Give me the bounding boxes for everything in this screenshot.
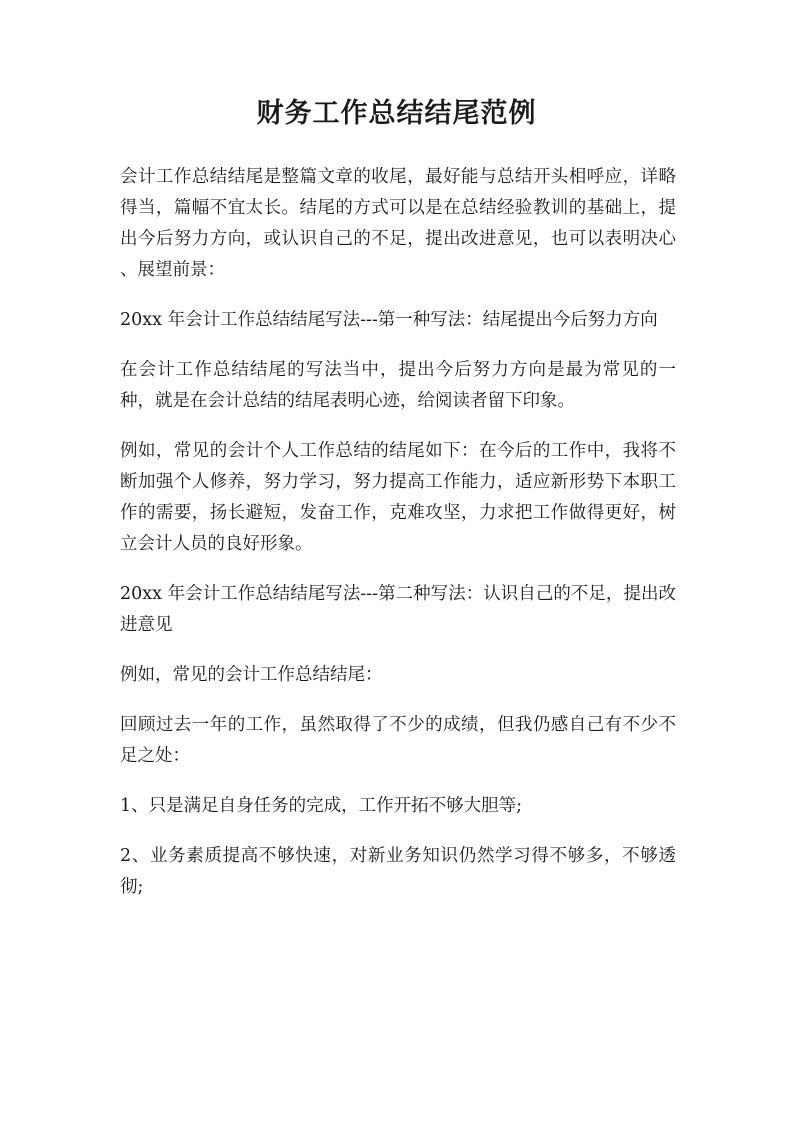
paragraph-method-one-heading: 20xx 年会计工作总结结尾写法---第一种写法：结尾提出今后努力方向 — [120, 310, 658, 330]
paragraph-method-one-description: 在会计工作总结结尾的写法当中，提出今后努力方向是最为常见的一种，就是在会计总结的结尾表明心迹，给阅读者留下印象。 — [120, 360, 676, 411]
paragraph-method-two-example-intro: 例如，常见的会计工作总结结尾： — [120, 665, 383, 685]
list-item-2: 2、业务素质提高不够快速，对新业务知识仍然学习得不够多，不够透彻; — [120, 846, 676, 897]
document-body — [120, 162, 676, 922]
paragraph-method-two-heading: 20xx 年会计工作总结结尾写法---第二种写法：认识自己的不足，提出改进意见 — [120, 584, 676, 635]
paragraph-method-one-example: 例如，常见的会计个人工作总结的结尾如下：在今后的工作中，我将不断加强个人修养，努力学习，努力提高工作能力，适应新形势下本职工作的需要，扬长避短，发奋工作，克难攻坚，力求把工作做得更好，树立会计人员的良好形象。 — [120, 441, 676, 554]
list-item-1: 1、只是满足自身任务的完成，工作开拓不够大胆等; — [120, 796, 523, 816]
paragraph-review: 回顾过去一年的工作，虽然取得了不少的成绩，但我仍感自己有不少不足之处： — [120, 715, 676, 766]
paragraph-intro: 会计工作总结结尾是整篇文章的收尾，最好能与总结开头相呼应，详略得当，篇幅不宜太长。结尾的方式可以是在总结经验教训的基础上，提出今后努力方向，或认识自己的不足，提出改进意见，也可以表明决心 、展望前景： — [120, 167, 676, 280]
document-title: 财务工作总结结尾范例 — [256, 98, 537, 129]
